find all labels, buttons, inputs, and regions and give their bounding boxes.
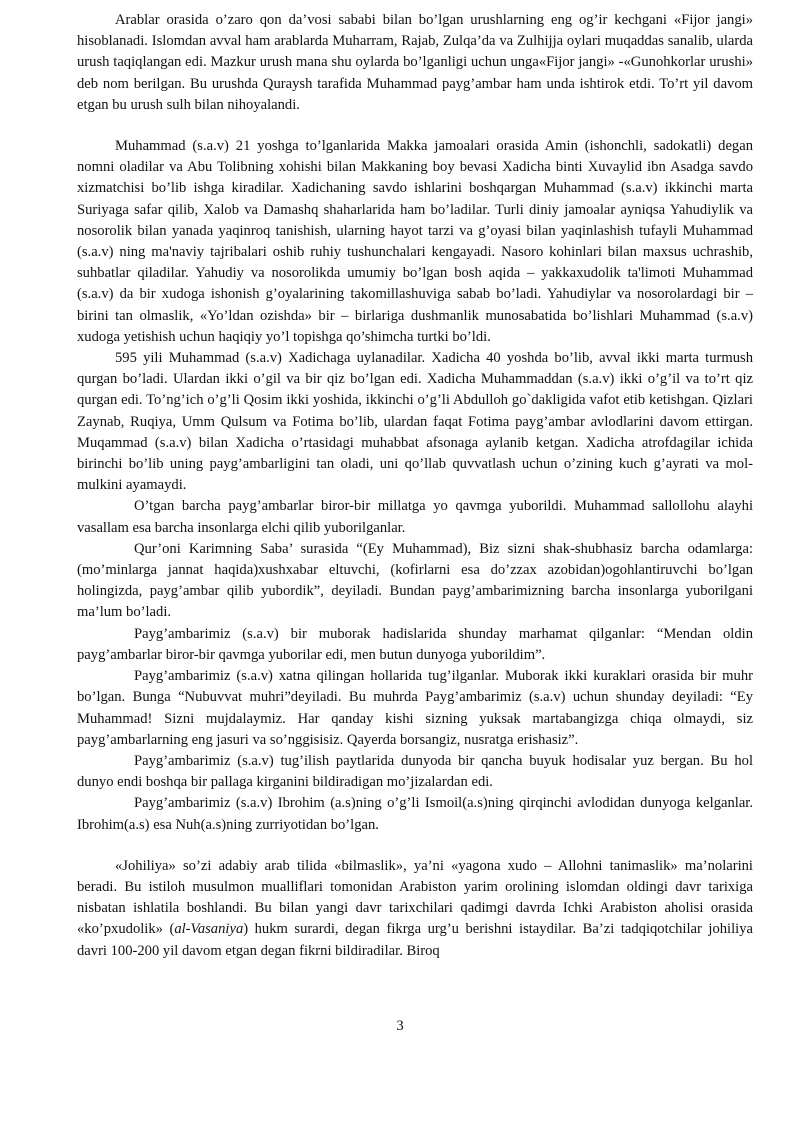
paragraph-prophets-sent: O’tgan barcha payg’ambarlar biror-bir millatga yo qavmga yuborildi. Muhammad sallollohu alayhi vasallam esa barcha insonlarga elchi qilib yuborilganlar. <box>77 498 753 536</box>
johiliya-text-start: «Johiliya» so’zi adabiy arab tilida «bilmaslik», ya’ni «yagona xudo – Allohni tanimaslik» ma’nolarini beradi. Bu istiloh musulmon mualliflari tomonidan Arabiston yarim orolining islomdan oldingi davr tarixiga nisbatan ishlatila boshlandi. Bu bilan yangi davr tarixchilari qadimgi davrda Ichki Arabiston aholisi orasida «ko’pxudolik» ( <box>77 857 753 938</box>
paragraph-fijor-war: Arablar orasida o’zaro qon da’vosi sababi bilan bo’lgan urushlarning eng og’ir kechgani «Fijor jangi» hisoblanadi. Islomdan avval ham arablarda Muharram, Rajab, Zulqa’da va Zulhijja oylari muqaddas sanalib, ularda urush taqiqlangan edi. Mazkur urush mana shu oylarda bo’lganligi uchun unga«Fijor jangi» -«Gunohkorlar urushi» deb nom berilgan. Bu urushda Quraysh tarafida Muhammad payg’ambar ham unda ishtirok etdi. To’rt yil davom etgan bu urush sulh bilan nihoyalandi. <box>77 12 753 113</box>
paragraph-johiliya <box>77 856 753 962</box>
johiliya-italic-term: al-Vasaniya <box>174 921 244 938</box>
paragraph-nubuvvat-seal: Payg’ambarimiz (s.a.v) xatna qilingan hollarida tug’ilganlar. Muborak ikki kuraklari orasida bir muhr bo’lgan. Bunga “Nubuvvat muhri”deyiladi. Bu muhrda Payg’ambarimiz (s.a.v) uchun shunday deyiladi: “Ey Muhammad! Sizni mujdalaymiz. Har qanday kishi sizning yuksak martabangizga chiqa olmaydi, siz payg’ambarlarning eng jasuri va so’nggisisiz. Qayerda borsangiz, nusratga erishasiz”. <box>77 668 753 748</box>
paragraph-hadith: Payg’ambarimiz (s.a.v) bir muborak hadislarida shunday marhamat qilganlar: “Mendan oldin payg’ambarlar biror-bir qavmga yuborilar edi, men butun dunyoga yuborildim”. <box>77 625 753 663</box>
paragraph-amin-xadicha: Muhammad (s.a.v) 21 yoshga to’lganlarida Makka jamoalari orasida Amin (ishonchli, sadokatli) degan nomni oladilar va Abu Tolibning xohishi bilan Makkaning boy bevasi Xadicha binti Xuvaylid ibn Asadga savdo xizmatchisi bo’lib ishga kiradilar. Xadichaning savdo ishlarini boshqargan Muhammad (s.a.v) ikkinchi marta Suriyaga safar qilib, Xalob va Damashq shaharlarida ham bo’ladilar. Turli diniy jamoalar ayniqsa Yahudiylik va nosorolik bilan yanada yaqinroq tanishish, ularning hayot tarzi va g’oyasi bilan yaqinlashish tufayli Muhammad (s.a.v) ning ma'naviy tajribalari oshib ruhiy tushunchalari kengayadi. Nasoro kohinlari bilan maxsus uchrashib, suhbatlar qiladilar. Yahudiy va nosorolikda umumiy bo’lgan bosh aqida – yakkaxudolik ta'limoti Muhammad (s.a.v) da bir xudoga ishonish g’oyalarining takomillashuviga sabab bo’ladi. Yahudiylar va nosorolardagi bir – birini tan olmaslik, «Yo’ldan ozishda» bir – birlariga dushmanlik munosabatida bo’lishlari Muhammad (s.a.v) xudoga yetishish uchun haqiqiy yo’l topishga qo’shimcha turtki bo’ldi. <box>77 138 753 345</box>
paragraph-lineage: Payg’ambarimiz (s.a.v) Ibrohim (a.s)ning o’g’li Ismoil(a.s)ning qirqinchi avlodidan dunyoga kelganlar. Ibrohim(a.s) esa Nuh(a.s)ning zurriyotidan bo’lgan. <box>77 795 753 833</box>
paragraph-saba-sura: Qur’oni Karimning Saba’ surasida “(Ey Muhammad), Biz sizni shak-shubhasiz barcha odamlarga: (mo’minlarga jannat haqida)xushxabar eltuvchi, (kofirlarni esa do’zzax azobidan)ogohlantiruvchi bo’lgan holingizda, payg’ambar qilib yubordik”, deyiladi. Bundan payg’ambarimizning barcha insonlarga yuborilgani ma’lum bo’ladi. <box>77 540 753 621</box>
paragraph-marriage: 595 yili Muhammad (s.a.v) Xadichaga uylanadilar. Xadicha 40 yoshda bo’lib, avval ikki marta turmush qurgan bo’ladi. Ulardan ikki o’gil va bir qiz bo’lgan edi. Xadicha Muhammaddan (s.a.v) ikki o’g’il va to’rt qiz qurgan edi. To’ng’ich o’g’li Qosim ikki yoshida, ikkinchi o’g’li Abdulloh go`dakligida vafot etib ketishgan. Qizlari Zaynab, Ruqiya, Umm Qulsum va Fotima bo’lib, ulardan faqat Fotima payg’ambar avlodlarini davom ettirgan. Muqammad (s.a.v) bilan Xadicha o’rtasidagi muhabbat afsonaga aylanib ketgan. Xadicha atrofdagilar ichida birinchi bo’lib uning payg’ambarligini tan oladi, uni qo’llab quvvatlash uchun o’zining kuch g’ayrati va mol-mulkini ayamaydi. <box>77 350 753 494</box>
paragraph-birth-events: Payg’ambarimiz (s.a.v) tug’ilish paytlarida dunyoda bir qancha buyuk hodisalar yuz bergan. Bu hol dunyo endi boshqa bir pallaga kirganini bildiradigan mo’jizalardan edi. <box>77 752 753 791</box>
page-number: 3 <box>396 1018 404 1034</box>
johiliya-text-end: ) hukm surardi, degan fikrga urg’u berishni istaydilar. Ba’zi tadqiqotchilar johiliya davri 100-200 yil davom etgan degan fikrni bildiradilar. Biroq <box>77 921 753 959</box>
